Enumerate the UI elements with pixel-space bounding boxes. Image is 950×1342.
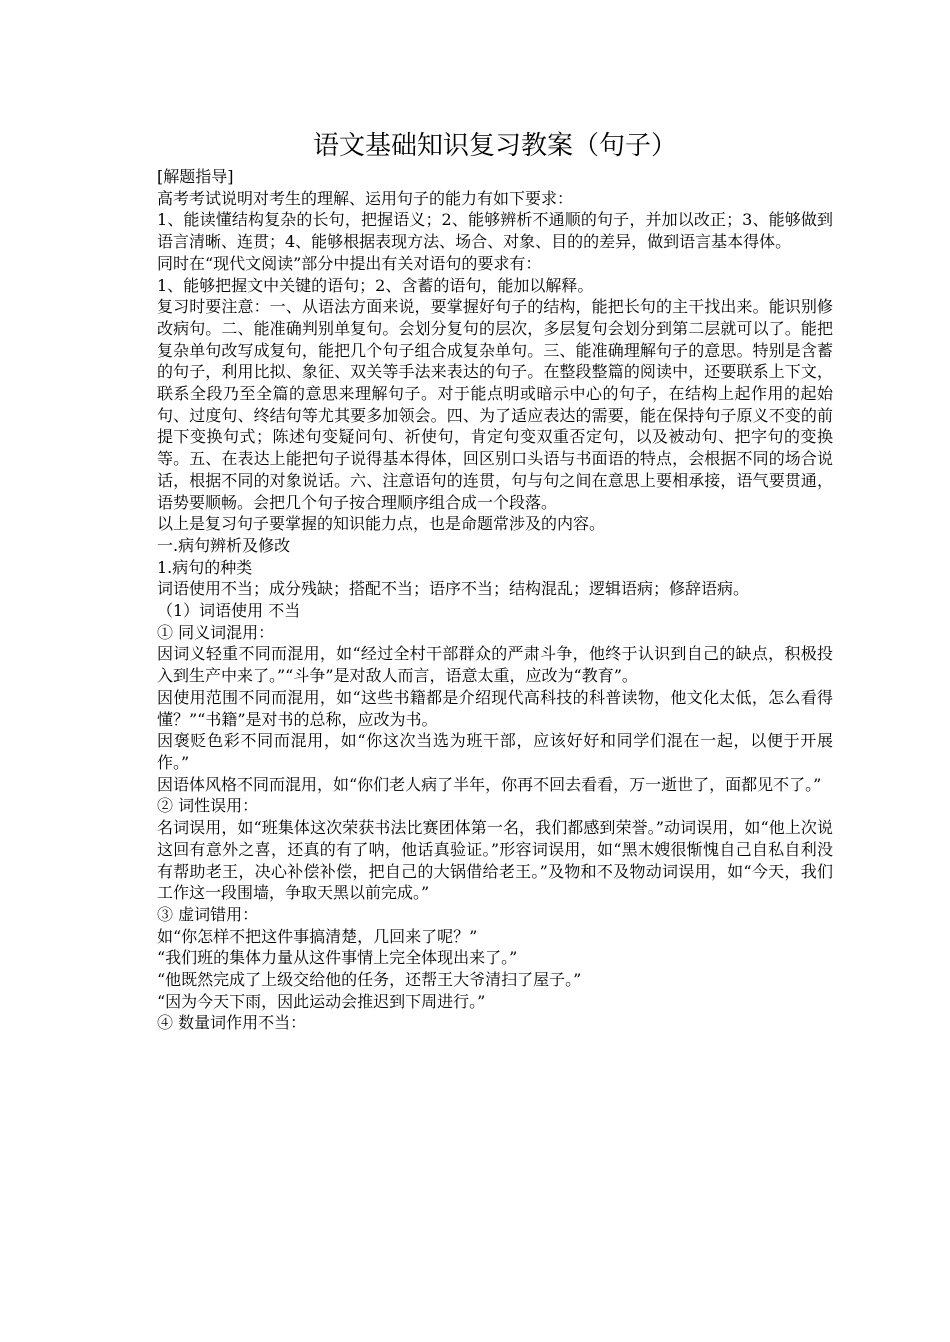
- section-heading-sick-sentences: 一.病句辨析及修改: [157, 535, 291, 555]
- document-title: 语文基础知识复习教案（句子）: [312, 131, 677, 161]
- heading-guidance: [解题指导]: [157, 167, 234, 186]
- document-page: [157, 128, 833, 1034]
- paragraph-review-notes: 复习时要注意：一、从语法方面来说，要掌握好句子的结构，能把长句的主干找出来。能识别修改病句。二、能准确判别单复句。会划分复句的层次，多层复句会划分到第二层就可以了。能把复杂单句改写成复句，能把几个句子组合成复杂单句。三、能准确理解句子的意思。特别是含蓄的句子，利用比拟、象征、双关等手法来表达的句子。在整段整篇的阅读中，还要联系上下文，联系全段乃至全篇的意思来理解句子。对于能点明或暗示中心的句子，在结构上起作用的起始句、过度句、终结句等尤其要多加领会。四、为了适应表达的需要，能在保持句子原义不变的前提下变换句式；陈述句变疑问句、祈使句，肯定句变双重否定句，以及被动句、把字句的变换等。五、在表达上能把句子说得基本得体，回区别口头语与书面语的特点，会根据不同的场合说话，根据不同的对象说话。六、注意语句的连贯，句与句之间在意思上要相承接，语气要贯通，语势要顺畅。会把几个句子按合理顺序组合成一个段落。: [157, 297, 833, 512]
- paragraph-synonym-scope: 因使用范围不同而混用，如“这些书籍都是介绍现代高科技的科普读物，他文化太低，怎么看得懂？”“书籍”是对书的总称，应改为书。: [157, 687, 833, 729]
- item-heading-synonyms: ① 同义词混用：: [157, 622, 275, 642]
- paragraph-synonym-weight: 因词义轻重不同而混用，如“经过全村干部群众的严肃斗争，他终于认识到自己的缺点，积极投入到生产中来了。”“斗争”是对敌人而言，语意太重，应改为“教育”。: [157, 644, 833, 686]
- item-heading-function-words: ③ 虚词错用：: [157, 904, 259, 924]
- paragraph-reading-requirements: 1、能够把握文中关键的语句；2、含蓄的语句，能加以解释。: [157, 275, 594, 295]
- paragraph-reading-intro: 同时在“现代文阅读”部分中提出有关对语句的要求有：: [157, 253, 542, 273]
- example-function-word-4: “因为今天下雨，因此运动会推迟到下周进行。”: [157, 991, 486, 1011]
- paragraph-summary: 以上是复习句子要掌握的知识能力点，也是命题常涉及的内容。: [157, 514, 606, 534]
- subsection-heading-types: 1.病句的种类: [157, 557, 253, 577]
- paragraph-synonym-color: 因褒贬色彩不同而混用，如“你这次当选为班干部，应该好好和同学们混在一起，以便于开展作。”: [157, 731, 833, 772]
- subheading-word-misuse: （1）词语使用 不当: [157, 601, 301, 621]
- example-function-word-3: “他既然完成了上级交给他的任务，还帮王大爷清扫了屋子。”: [157, 970, 582, 990]
- example-function-word-2: “我们班的集体力量从这件事情上完全体现出来了。”: [157, 948, 518, 968]
- paragraph-types-list: 词语使用不当；成分残缺；搭配不当；语序不当；结构混乱；逻辑语病；修辞语病。: [157, 579, 750, 599]
- paragraph-word-class: 名词误用，如“班集体这次荣获书法比赛团体第一名，我们都感到荣誉。”动词误用，如“他上次说这回有意外之喜，还真的有了呐，他话真验证。”形容词误用，如“黑木嫂很惭愧自己自私自利没有帮助老王，决心补偿补偿，把自己的大锅借给老王。”及物和不及物动词误用，如“今天，我们工作这一段围墙，争取天黑以前完成。”: [157, 818, 833, 903]
- paragraph-synonym-style: 因语体风格不同而混用，如“你们老人病了半年，你再不回去看看，万一逝世了，面都见不了。”: [157, 774, 822, 794]
- item-heading-quantifiers: ④ 数量词作用不当：: [157, 1013, 307, 1033]
- paragraph-requirements: 1、能读懂结构复杂的长句，把握语义；2、能够辨析不通顺的句子，并加以改正；3、能够做到语言清晰、连贯；4、能够根据表现方法、场合、对象、目的的差异，做到语言基本得体。: [157, 210, 833, 252]
- example-function-word-1: 如“你怎样不把这件事搞清楚，几回来了呢？”: [157, 926, 478, 946]
- item-heading-word-class: ② 词性误用：: [157, 796, 259, 816]
- paragraph-intro: 高考考试说明对考生的理解、运用句子的能力有如下要求：: [157, 188, 574, 208]
